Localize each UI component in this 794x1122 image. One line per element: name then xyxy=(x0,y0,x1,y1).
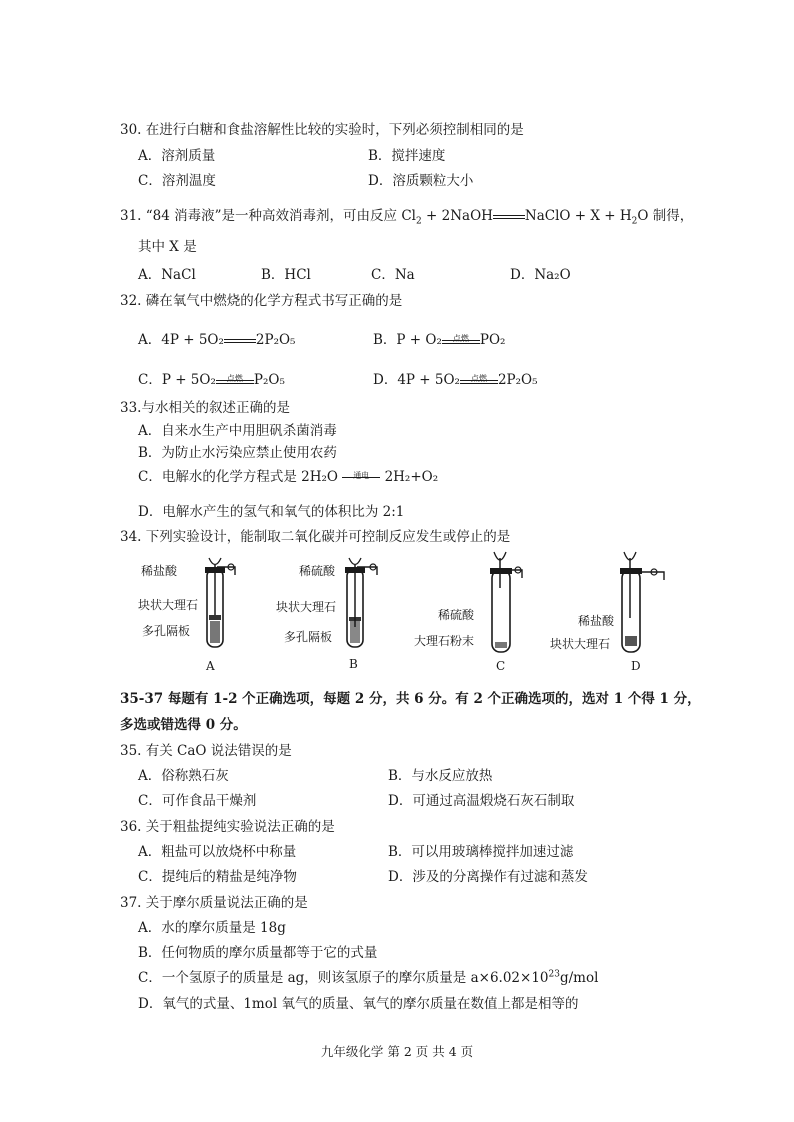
q36-option-c: C．提纯后的精盐是纯净物 xyxy=(138,869,297,885)
condition-label: 点燃 xyxy=(470,373,487,383)
q37-stem: 37. 关于摩尔质量说法正确的是 xyxy=(120,895,308,911)
equals-sign xyxy=(493,212,525,222)
q36-stem: 36. 关于粗盐提纯实验说法正确的是 xyxy=(120,819,335,835)
b-plate-label: 多孔隔板 xyxy=(284,630,333,644)
q32-d-right: 2P₂O₅ xyxy=(497,372,538,388)
a-letter: A xyxy=(206,659,215,673)
q31-sub1: 2 xyxy=(415,216,422,227)
q31-suffix2: O 制得， xyxy=(637,208,694,224)
section-instruction-line2: 多选或错选得 0 分。 xyxy=(120,717,247,733)
c-letter: C xyxy=(496,659,506,673)
reaction-arrow xyxy=(342,471,380,485)
q33-option-a: A．自来水生产中用胆矾杀菌消毒 xyxy=(138,423,337,439)
d-acid-label: 稀盐酸 xyxy=(578,614,615,628)
q36-option-d: D．涉及的分离操作有过滤和蒸发 xyxy=(388,869,588,885)
q32-c-left: C．P + 5O₂ xyxy=(138,372,216,388)
q31-prefix: 31. “84 消毒液”是一种高效消毒剂，可由反应 Cl xyxy=(120,208,416,224)
q31-option-d: D．Na₂O xyxy=(510,267,571,283)
q31-option-a: A．NaCl xyxy=(138,267,196,283)
c-acid-label: 稀硫酸 xyxy=(438,608,475,622)
q37-c-main: C．一个氢原子的质量是 ag，则该氢原子的摩尔质量是 a×6.02×10 xyxy=(138,970,549,986)
q33-option-d: D．电解水产生的氢气和氧气的体积比为 2:1 xyxy=(138,504,405,520)
a-acid-label: 稀盐酸 xyxy=(141,564,178,578)
b-solid-label: 块状大理石 xyxy=(276,600,337,614)
q37-option-b: B．任何物质的摩尔质量都等于它的式量 xyxy=(138,945,378,961)
d-letter: D xyxy=(631,659,641,673)
q30-option-a: A．溶剂质量 xyxy=(138,148,216,164)
q30-option-b: B．搅拌速度 xyxy=(368,148,446,164)
q36-option-b: B．可以用玻璃棒搅拌加速过滤 xyxy=(388,844,574,860)
b-letter: B xyxy=(349,657,358,671)
reaction-arrow xyxy=(460,374,498,388)
condition-label: 点燃 xyxy=(452,333,469,343)
q35-option-c: C．可作食品干燥剂 xyxy=(138,793,257,809)
apparatus-c-figure xyxy=(478,548,538,656)
q31-line2: 其中 X 是 xyxy=(138,239,197,255)
c-solid-label: 大理石粉末 xyxy=(414,634,475,648)
q32-option-a xyxy=(138,331,295,349)
q31-mid: + 2NaOH xyxy=(421,208,493,224)
q31-suffix1: NaClO + X + H xyxy=(524,208,632,224)
q33-stem: 33.与水相关的叙述正确的是 xyxy=(120,400,290,416)
q31-sub2: 2 xyxy=(631,216,638,227)
q32-a-left: A．4P + 5O₂ xyxy=(138,332,224,348)
q33-option-b: B．为防止水污染应禁止使用农药 xyxy=(138,445,337,461)
q31-stem xyxy=(120,207,693,225)
apparatus-b-figure xyxy=(335,555,395,655)
q33-c-right: 2H₂+O₂ xyxy=(384,469,439,485)
q37-option-a: A．水的摩尔质量是 18g xyxy=(138,920,286,936)
q32-option-d xyxy=(373,371,538,389)
q32-option-b xyxy=(373,331,505,349)
q36-option-a: A．粗盐可以放烧杯中称量 xyxy=(138,844,297,860)
q35-option-b: B．与水反应放热 xyxy=(388,768,493,784)
reaction-arrow xyxy=(216,374,254,388)
q35-option-d: D．可通过高温煅烧石灰石制取 xyxy=(388,793,575,809)
section-instruction-line1: 35-37 每题有 1-2 个正确选项，每题 2 分，共 6 分。有 2 个正确选项的，选对 1 个得 1 分， xyxy=(120,691,701,707)
q30-option-c: C．溶剂温度 xyxy=(138,173,216,189)
condition-label: 通电 xyxy=(353,470,370,480)
q32-b-right: PO₂ xyxy=(479,332,506,348)
b-acid-label: 稀硫酸 xyxy=(299,564,336,578)
q31-option-c: C．Na xyxy=(371,267,415,283)
equals-sign xyxy=(224,336,256,346)
q37-option-c xyxy=(138,969,598,987)
q37-option-d: D．氧气的式量、1mol 氧气的质量、氧气的摩尔质量在数值上都是相等的 xyxy=(138,996,579,1012)
q35-option-a: A．俗称熟石灰 xyxy=(138,768,229,784)
q32-d-left: D．4P + 5O₂ xyxy=(373,372,460,388)
reaction-arrow xyxy=(442,334,480,348)
q30-stem: 30. 在进行白糖和食盐溶解性比较的实验时，下列必须控制相同的是 xyxy=(120,122,524,138)
q32-c-right: P₂O₅ xyxy=(253,372,285,388)
a-plate-label: 多孔隔板 xyxy=(142,624,191,638)
q32-stem: 32. 磷在氧气中燃烧的化学方程式书写正确的是 xyxy=(120,293,403,309)
apparatus-d-figure xyxy=(608,548,678,656)
q32-option-c xyxy=(138,371,285,389)
condition-label: 点燃 xyxy=(226,373,243,383)
q30-option-d: D．溶质颗粒大小 xyxy=(368,173,474,189)
q35-stem: 35. 有关 CaO 说法错误的是 xyxy=(120,743,292,759)
q34-stem: 34. 下列实验设计，能制取二氧化碳并可控制反应发生或停止的是 xyxy=(120,529,511,545)
d-solid-label: 块状大理石 xyxy=(550,637,611,651)
q37-c-exponent: 23 xyxy=(548,969,560,980)
q33-option-c xyxy=(138,468,438,486)
apparatus-a-figure xyxy=(195,555,255,655)
q32-b-left: B．P + O₂ xyxy=(373,332,442,348)
q37-c-unit: g/mol xyxy=(559,970,599,986)
q33-c-left: C．电解水的化学方程式是 2H₂O xyxy=(138,469,338,485)
q32-a-right: 2P₂O₅ xyxy=(255,332,296,348)
page-footer: 九年级化学 第 2 页 共 4 页 xyxy=(320,1044,474,1059)
a-solid-label: 块状大理石 xyxy=(138,598,199,612)
q31-option-b: B．HCl xyxy=(261,267,311,283)
